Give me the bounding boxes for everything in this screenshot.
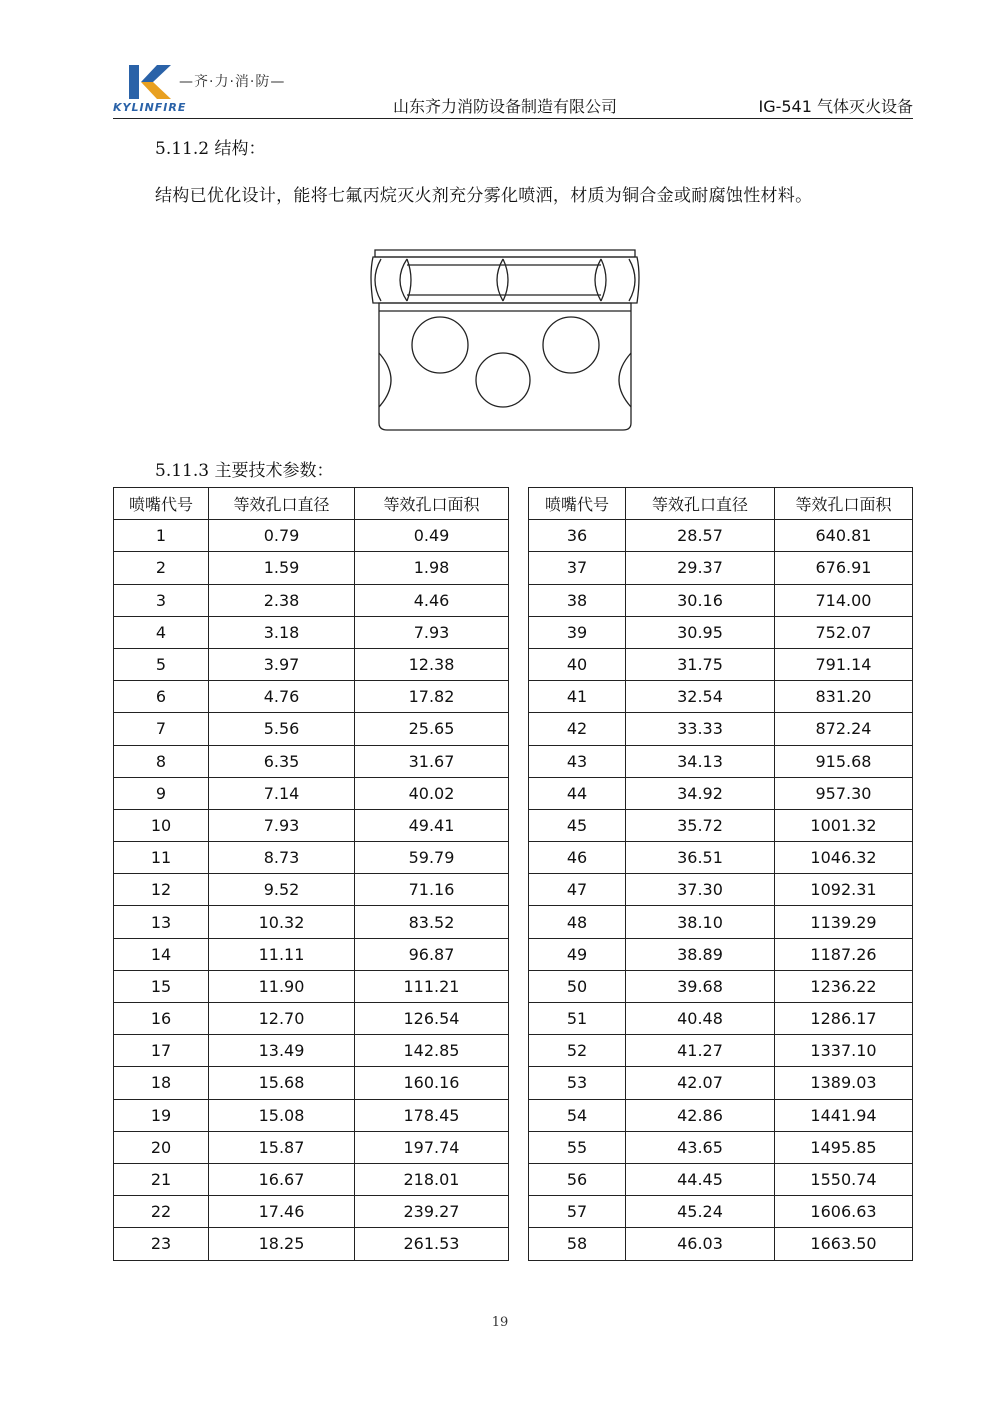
column-gap [509, 777, 529, 809]
orifice-area-cell: 142.85 [355, 1035, 509, 1067]
orifice-area-cell: 1389.03 [775, 1067, 913, 1099]
nozzle-code-cell: 9 [114, 777, 209, 809]
orifice-area-cell: 1001.32 [775, 809, 913, 841]
orifice-diameter-cell: 34.13 [626, 745, 775, 777]
nozzle-code-cell: 44 [529, 777, 626, 809]
orifice-diameter-cell: 43.65 [626, 1131, 775, 1163]
nozzle-code-cell: 16 [114, 1003, 209, 1035]
orifice-diameter-cell: 35.72 [626, 809, 775, 841]
nozzle-code-cell: 8 [114, 745, 209, 777]
orifice-diameter-cell: 5.56 [209, 713, 355, 745]
nozzle-code-cell: 3 [114, 584, 209, 616]
orifice-diameter-cell: 16.67 [209, 1163, 355, 1195]
header-orifice-area: 等效孔口面积 [355, 488, 509, 520]
table-row [114, 1163, 913, 1195]
table-row [114, 906, 913, 938]
table-row [114, 713, 913, 745]
table-row [114, 809, 913, 841]
orifice-diameter-cell: 1.59 [209, 552, 355, 584]
nozzle-code-cell: 42 [529, 713, 626, 745]
orifice-diameter-cell: 42.07 [626, 1067, 775, 1099]
orifice-diameter-cell: 7.14 [209, 777, 355, 809]
nozzle-code-cell: 50 [529, 970, 626, 1002]
column-gap [509, 1067, 529, 1099]
structure-description: 结构已优化设计，能将七氟丙烷灭火剂充分雾化喷洒，材质为铜合金或耐腐蚀性材料。 [155, 186, 813, 206]
orifice-area-cell: 1187.26 [775, 938, 913, 970]
orifice-diameter-cell: 38.89 [626, 938, 775, 970]
orifice-area-cell: 1337.10 [775, 1035, 913, 1067]
nozzle-code-cell: 18 [114, 1067, 209, 1099]
nozzle-code-cell: 39 [529, 616, 626, 648]
orifice-area-cell: 83.52 [355, 906, 509, 938]
orifice-diameter-cell: 3.18 [209, 616, 355, 648]
nozzle-code-cell: 48 [529, 906, 626, 938]
nozzle-code-cell: 17 [114, 1035, 209, 1067]
orifice-diameter-cell: 12.70 [209, 1003, 355, 1035]
orifice-area-cell: 111.21 [355, 970, 509, 1002]
orifice-area-cell: 957.30 [775, 777, 913, 809]
column-gap [509, 681, 529, 713]
column-gap [509, 648, 529, 680]
table-row [114, 1067, 913, 1099]
kylinfire-logo-icon [127, 63, 173, 101]
nozzle-code-cell: 6 [114, 681, 209, 713]
orifice-diameter-cell: 13.49 [209, 1035, 355, 1067]
nozzle-code-cell: 19 [114, 1099, 209, 1131]
orifice-area-cell: 261.53 [355, 1228, 509, 1260]
nozzle-code-cell: 53 [529, 1067, 626, 1099]
table-row [114, 842, 913, 874]
orifice-diameter-cell: 0.79 [209, 520, 355, 552]
orifice-area-cell: 1286.17 [775, 1003, 913, 1035]
orifice-diameter-cell: 32.54 [626, 681, 775, 713]
nozzle-code-cell: 7 [114, 713, 209, 745]
orifice-diameter-cell: 41.27 [626, 1035, 775, 1067]
orifice-area-cell: 49.41 [355, 809, 509, 841]
orifice-diameter-cell: 29.37 [626, 552, 775, 584]
table-row [114, 616, 913, 648]
header-nozzle-code: 喷嘴代号 [114, 488, 209, 520]
header-orifice-diameter: 等效孔口直径 [626, 488, 775, 520]
orifice-diameter-cell: 34.92 [626, 777, 775, 809]
orifice-area-cell: 1441.94 [775, 1099, 913, 1131]
orifice-area-cell: 71.16 [355, 874, 509, 906]
company-logo [113, 59, 313, 117]
nozzle-code-cell: 12 [114, 874, 209, 906]
nozzle-code-cell: 4 [114, 616, 209, 648]
orifice-area-cell: 1139.29 [775, 906, 913, 938]
table-row [114, 745, 913, 777]
orifice-area-cell: 676.91 [775, 552, 913, 584]
orifice-area-cell: 25.65 [355, 713, 509, 745]
nozzle-code-cell: 13 [114, 906, 209, 938]
column-gap [509, 906, 529, 938]
column-gap [509, 616, 529, 648]
orifice-diameter-cell: 44.45 [626, 1163, 775, 1195]
orifice-diameter-cell: 31.75 [626, 648, 775, 680]
nozzle-code-cell: 20 [114, 1131, 209, 1163]
orifice-area-cell: 31.67 [355, 745, 509, 777]
column-gap [509, 1163, 529, 1195]
orifice-diameter-cell: 18.25 [209, 1228, 355, 1260]
nozzle-code-cell: 46 [529, 842, 626, 874]
nozzle-drawing [355, 245, 655, 440]
nozzle-code-cell: 11 [114, 842, 209, 874]
nozzle-code-cell: 41 [529, 681, 626, 713]
table-row [114, 874, 913, 906]
column-gap [509, 1196, 529, 1228]
orifice-area-cell: 1495.85 [775, 1131, 913, 1163]
orifice-area-cell: 915.68 [775, 745, 913, 777]
orifice-area-cell: 831.20 [775, 681, 913, 713]
orifice-diameter-cell: 6.35 [209, 745, 355, 777]
orifice-diameter-cell: 3.97 [209, 648, 355, 680]
header-divider [113, 118, 913, 119]
column-gap [509, 874, 529, 906]
orifice-area-cell: 7.93 [355, 616, 509, 648]
column-gap [509, 745, 529, 777]
orifice-diameter-cell: 37.30 [626, 874, 775, 906]
table-row [114, 1131, 913, 1163]
table-row [114, 938, 913, 970]
column-gap [509, 970, 529, 1002]
column-gap [509, 1228, 529, 1260]
header-orifice-diameter: 等效孔口直径 [209, 488, 355, 520]
section-structure-title: 5.11.2 结构： [155, 139, 266, 159]
column-gap [509, 520, 529, 552]
table-row [114, 1228, 913, 1260]
nozzle-code-cell: 47 [529, 874, 626, 906]
nozzle-code-cell: 10 [114, 809, 209, 841]
orifice-area-cell: 40.02 [355, 777, 509, 809]
nozzle-code-cell: 5 [114, 648, 209, 680]
nozzle-code-cell: 49 [529, 938, 626, 970]
nozzle-code-cell: 15 [114, 970, 209, 1002]
orifice-diameter-cell: 33.33 [626, 713, 775, 745]
orifice-area-cell: 1092.31 [775, 874, 913, 906]
table-row [114, 584, 913, 616]
column-gap [509, 1035, 529, 1067]
nozzle-params-table [113, 487, 913, 1261]
orifice-area-cell: 791.14 [775, 648, 913, 680]
company-name: 山东齐力消防设备制造有限公司 [393, 97, 618, 116]
column-gap [509, 488, 529, 520]
table-row [114, 681, 913, 713]
table-row [114, 520, 913, 552]
table-row [114, 1099, 913, 1131]
orifice-diameter-cell: 10.32 [209, 906, 355, 938]
table-row [114, 777, 913, 809]
orifice-diameter-cell: 4.76 [209, 681, 355, 713]
table-row [114, 552, 913, 584]
column-gap [509, 809, 529, 841]
orifice-area-cell: 96.87 [355, 938, 509, 970]
orifice-diameter-cell: 30.16 [626, 584, 775, 616]
nozzle-code-cell: 51 [529, 1003, 626, 1035]
header-nozzle-code: 喷嘴代号 [529, 488, 626, 520]
product-name: IG-541 气体灭火设备 [758, 97, 913, 116]
nozzle-code-cell: 45 [529, 809, 626, 841]
column-gap [509, 584, 529, 616]
orifice-diameter-cell: 11.11 [209, 938, 355, 970]
nozzle-code-cell: 56 [529, 1163, 626, 1195]
nozzle-code-cell: 54 [529, 1099, 626, 1131]
orifice-area-cell: 59.79 [355, 842, 509, 874]
orifice-area-cell: 218.01 [355, 1163, 509, 1195]
orifice-area-cell: 640.81 [775, 520, 913, 552]
page-header [113, 55, 913, 119]
orifice-area-cell: 239.27 [355, 1196, 509, 1228]
column-gap [509, 713, 529, 745]
orifice-diameter-cell: 42.86 [626, 1099, 775, 1131]
nozzle-code-cell: 38 [529, 584, 626, 616]
nozzle-code-cell: 58 [529, 1228, 626, 1260]
orifice-area-cell: 0.49 [355, 520, 509, 552]
column-gap [509, 552, 529, 584]
orifice-area-cell: 4.46 [355, 584, 509, 616]
table-header-row [114, 488, 913, 520]
orifice-area-cell: 1606.63 [775, 1196, 913, 1228]
nozzle-code-cell: 52 [529, 1035, 626, 1067]
column-gap [509, 938, 529, 970]
orifice-diameter-cell: 40.48 [626, 1003, 775, 1035]
orifice-area-cell: 160.16 [355, 1067, 509, 1099]
table-row [114, 1196, 913, 1228]
nozzle-code-cell: 23 [114, 1228, 209, 1260]
orifice-area-cell: 12.38 [355, 648, 509, 680]
orifice-area-cell: 197.74 [355, 1131, 509, 1163]
orifice-diameter-cell: 36.51 [626, 842, 775, 874]
orifice-diameter-cell: 46.03 [626, 1228, 775, 1260]
orifice-area-cell: 1663.50 [775, 1228, 913, 1260]
orifice-area-cell: 714.00 [775, 584, 913, 616]
nozzle-code-cell: 2 [114, 552, 209, 584]
column-gap [509, 842, 529, 874]
column-gap [509, 1099, 529, 1131]
orifice-area-cell: 1236.22 [775, 970, 913, 1002]
table-row [114, 1003, 913, 1035]
header-orifice-area: 等效孔口面积 [775, 488, 913, 520]
nozzle-code-cell: 43 [529, 745, 626, 777]
orifice-area-cell: 1.98 [355, 552, 509, 584]
column-gap [509, 1131, 529, 1163]
orifice-diameter-cell: 15.08 [209, 1099, 355, 1131]
nozzle-code-cell: 14 [114, 938, 209, 970]
orifice-diameter-cell: 30.95 [626, 616, 775, 648]
logo-slogan: —齐·力·消·防— [179, 74, 286, 90]
orifice-diameter-cell: 38.10 [626, 906, 775, 938]
orifice-diameter-cell: 28.57 [626, 520, 775, 552]
orifice-diameter-cell: 2.38 [209, 584, 355, 616]
orifice-area-cell: 1550.74 [775, 1163, 913, 1195]
table-row [114, 1035, 913, 1067]
table-row [114, 970, 913, 1002]
nozzle-code-cell: 21 [114, 1163, 209, 1195]
nozzle-code-cell: 40 [529, 648, 626, 680]
nozzle-code-cell: 57 [529, 1196, 626, 1228]
section-params-title: 5.11.3 主要技术参数： [155, 461, 334, 481]
orifice-diameter-cell: 8.73 [209, 842, 355, 874]
page-number: 19 [491, 1315, 509, 1330]
orifice-diameter-cell: 7.93 [209, 809, 355, 841]
table-row [114, 648, 913, 680]
orifice-area-cell: 872.24 [775, 713, 913, 745]
orifice-area-cell: 752.07 [775, 616, 913, 648]
orifice-area-cell: 17.82 [355, 681, 509, 713]
orifice-diameter-cell: 17.46 [209, 1196, 355, 1228]
orifice-diameter-cell: 15.68 [209, 1067, 355, 1099]
orifice-diameter-cell: 11.90 [209, 970, 355, 1002]
nozzle-code-cell: 36 [529, 520, 626, 552]
nozzle-code-cell: 37 [529, 552, 626, 584]
orifice-area-cell: 126.54 [355, 1003, 509, 1035]
orifice-area-cell: 178.45 [355, 1099, 509, 1131]
orifice-diameter-cell: 9.52 [209, 874, 355, 906]
nozzle-code-cell: 55 [529, 1131, 626, 1163]
column-gap [509, 1003, 529, 1035]
orifice-diameter-cell: 45.24 [626, 1196, 775, 1228]
orifice-area-cell: 1046.32 [775, 842, 913, 874]
nozzle-code-cell: 1 [114, 520, 209, 552]
logo-brand-text: KYLINFIRE [113, 101, 187, 114]
orifice-diameter-cell: 15.87 [209, 1131, 355, 1163]
orifice-diameter-cell: 39.68 [626, 970, 775, 1002]
nozzle-code-cell: 22 [114, 1196, 209, 1228]
